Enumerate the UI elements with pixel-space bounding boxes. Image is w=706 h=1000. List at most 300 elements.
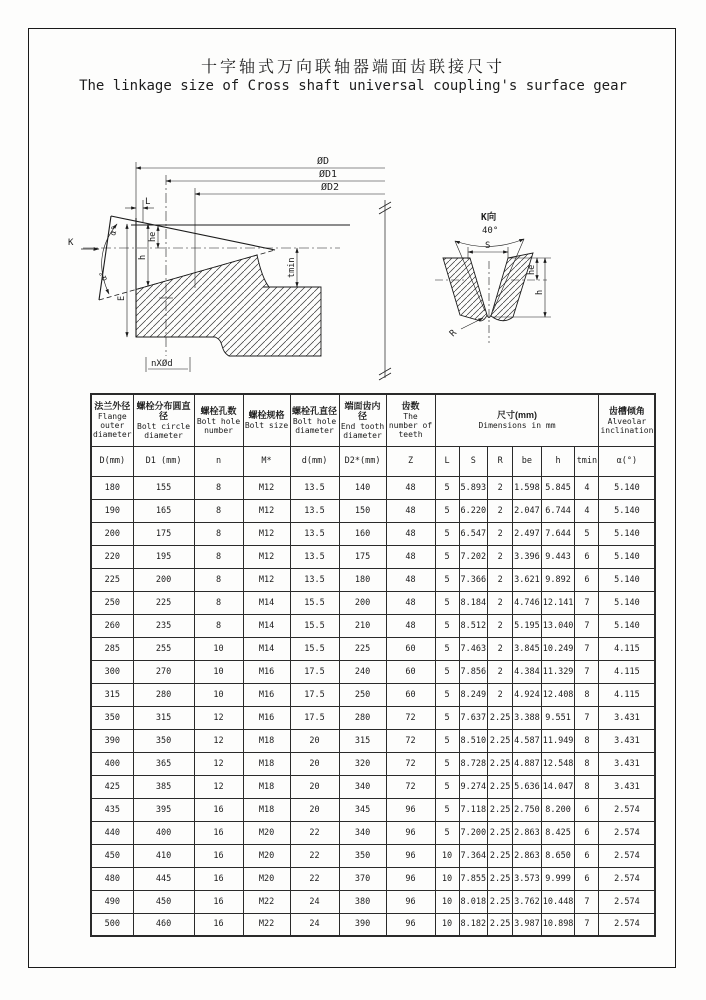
table-cell: 4.587: [513, 729, 542, 752]
table-cell: 385: [133, 775, 194, 798]
table-cell: 8: [194, 614, 243, 637]
table-cell: 8.650: [541, 844, 575, 867]
table-cell: 20: [290, 775, 339, 798]
table-cell: M20: [243, 867, 290, 890]
table-cell: 5: [435, 476, 459, 499]
table-cell: 225: [133, 591, 194, 614]
table-cell: 12.141: [541, 591, 575, 614]
table-cell: 160: [339, 522, 386, 545]
table-cell: 7.366: [459, 568, 488, 591]
table-cell: 435: [91, 798, 133, 821]
subheader-row: [91, 446, 655, 476]
table-cell: 400: [133, 821, 194, 844]
subheader-r: R: [488, 446, 513, 476]
table-cell: 5: [435, 637, 459, 660]
table-cell: 17.5: [290, 683, 339, 706]
table-cell: 6.220: [459, 499, 488, 522]
table-cell: 7.856: [459, 660, 488, 683]
view-k-title: K向: [481, 212, 497, 223]
table-cell: 7: [575, 890, 599, 913]
table-cell: 5.636: [513, 775, 542, 798]
table-cell: M14: [243, 614, 290, 637]
header-bolt-hole-diameter: 螺栓孔直径 Bolt hole diameter: [290, 394, 339, 446]
subheader-h: h: [541, 446, 575, 476]
table-cell: 16: [194, 798, 243, 821]
table-cell: 5.140: [599, 499, 655, 522]
table-cell: 315: [133, 706, 194, 729]
table-cell: 6: [575, 821, 599, 844]
table-cell: 7.200: [459, 821, 488, 844]
spec-table: [90, 393, 656, 937]
table-row: [91, 775, 655, 798]
table-cell: 440: [91, 821, 133, 844]
view-k-label: K: [68, 238, 74, 248]
table-row: [91, 683, 655, 706]
table-cell: 3.396: [513, 545, 542, 568]
table-cell: 11.329: [541, 660, 575, 683]
table-cell: 2: [488, 545, 513, 568]
table-cell: 6: [575, 844, 599, 867]
table-row: [91, 591, 655, 614]
dim-s-label: S: [485, 241, 491, 251]
header-number-of-teeth: 齿数 The number of teeth: [386, 394, 435, 446]
table-cell: 5.140: [599, 545, 655, 568]
table-cell: 8: [194, 476, 243, 499]
table-cell: 17.5: [290, 706, 339, 729]
table-cell: 22: [290, 867, 339, 890]
table-cell: 96: [386, 890, 435, 913]
table-cell: 10.249: [541, 637, 575, 660]
dim-h-label: h: [535, 289, 545, 295]
table-cell: 210: [339, 614, 386, 637]
header-end-tooth-diameter: 端面齿内径 End tooth diameter: [339, 394, 386, 446]
table-cell: 2.574: [599, 867, 655, 890]
table-cell: 48: [386, 568, 435, 591]
table-cell: 10: [435, 913, 459, 936]
table-cell: 4: [575, 476, 599, 499]
table-cell: 400: [91, 752, 133, 775]
table-cell: 7.644: [541, 522, 575, 545]
table-cell: 9.999: [541, 867, 575, 890]
table-cell: 7.855: [459, 867, 488, 890]
table-cell: 225: [91, 568, 133, 591]
table-cell: 60: [386, 637, 435, 660]
table-cell: 220: [91, 545, 133, 568]
table-cell: 2: [488, 637, 513, 660]
table-cell: M16: [243, 706, 290, 729]
table-cell: 4.384: [513, 660, 542, 683]
table-row: [91, 614, 655, 637]
table-cell: 1.598: [513, 476, 542, 499]
table-cell: 13.5: [290, 499, 339, 522]
table-cell: 490: [91, 890, 133, 913]
table-cell: 5.140: [599, 522, 655, 545]
table-cell: 8.728: [459, 752, 488, 775]
table-cell: 240: [339, 660, 386, 683]
table-cell: 3.845: [513, 637, 542, 660]
table-cell: 3.987: [513, 913, 542, 936]
table-cell: M12: [243, 568, 290, 591]
table-cell: 280: [133, 683, 194, 706]
table-cell: 16: [194, 821, 243, 844]
table-cell: 5: [435, 568, 459, 591]
table-cell: 250: [339, 683, 386, 706]
table-cell: 285: [91, 637, 133, 660]
table-cell: 5.140: [599, 614, 655, 637]
dim-e-label: E: [117, 295, 127, 301]
table-cell: 150: [339, 499, 386, 522]
table-cell: 9.551: [541, 706, 575, 729]
table-cell: 340: [339, 775, 386, 798]
table-cell: 7: [575, 637, 599, 660]
table-cell: 60: [386, 660, 435, 683]
table-cell: 6: [575, 545, 599, 568]
dim-he-label: he: [527, 264, 537, 275]
table-row: [91, 729, 655, 752]
dim-alpha-bottom-label: α°: [97, 270, 109, 282]
table-cell: 3.762: [513, 890, 542, 913]
table-cell: 270: [133, 660, 194, 683]
table-cell: 2: [488, 660, 513, 683]
table-cell: 340: [339, 821, 386, 844]
table-cell: 15.5: [290, 637, 339, 660]
table-cell: 315: [91, 683, 133, 706]
table-cell: 445: [133, 867, 194, 890]
table-cell: 410: [133, 844, 194, 867]
table-cell: 200: [133, 568, 194, 591]
table-cell: 7.118: [459, 798, 488, 821]
table-cell: M12: [243, 545, 290, 568]
table-cell: 2.574: [599, 844, 655, 867]
table-row: [91, 637, 655, 660]
table-cell: 3.431: [599, 752, 655, 775]
table-cell: 5: [435, 499, 459, 522]
table-cell: 24: [290, 913, 339, 936]
table-cell: 10: [435, 867, 459, 890]
table-cell: 5: [435, 706, 459, 729]
table-cell: 10.898: [541, 913, 575, 936]
table-cell: M16: [243, 683, 290, 706]
table-cell: 3.431: [599, 775, 655, 798]
page-title-en: The linkage size of Cross shaft universal coupling's surface gear: [79, 78, 627, 94]
table-cell: 390: [91, 729, 133, 752]
subheader-alpha: α(°): [599, 446, 655, 476]
table-cell: 72: [386, 752, 435, 775]
table-cell: 4.115: [599, 660, 655, 683]
table-row: [91, 798, 655, 821]
dim-l-label: L: [145, 197, 151, 207]
table-cell: 10: [194, 683, 243, 706]
table-row: [91, 752, 655, 775]
table-cell: 5: [435, 752, 459, 775]
table-cell: 2.25: [488, 867, 513, 890]
table-cell: 9.443: [541, 545, 575, 568]
table-cell: 2: [488, 499, 513, 522]
table-cell: 72: [386, 729, 435, 752]
table-row: [91, 545, 655, 568]
table-cell: 9.274: [459, 775, 488, 798]
table-cell: 450: [91, 844, 133, 867]
table-cell: M16: [243, 660, 290, 683]
subheader-tmin: tmin: [575, 446, 599, 476]
table-cell: 225: [339, 637, 386, 660]
table-cell: 7: [575, 660, 599, 683]
table-cell: 8.512: [459, 614, 488, 637]
table-cell: 5: [435, 775, 459, 798]
table-cell: M14: [243, 637, 290, 660]
table-cell: 450: [133, 890, 194, 913]
table-cell: 10: [194, 637, 243, 660]
table-cell: 7: [575, 706, 599, 729]
table-cell: 13.5: [290, 522, 339, 545]
angle-40-label: 40°: [482, 226, 499, 236]
table-cell: M18: [243, 798, 290, 821]
table-cell: 2.25: [488, 821, 513, 844]
table-cell: 5: [435, 821, 459, 844]
table-cell: 2.047: [513, 499, 542, 522]
table-cell: 2.25: [488, 706, 513, 729]
table-cell: 8: [575, 775, 599, 798]
table-cell: 140: [339, 476, 386, 499]
subheader-d1: D1 (mm): [133, 446, 194, 476]
table-cell: 2.574: [599, 890, 655, 913]
table-cell: 20: [290, 798, 339, 821]
header-alveolar-inclination: 齿槽倾角 Alveolar inclination: [599, 394, 655, 446]
table-cell: 2.863: [513, 821, 542, 844]
subheader-n: n: [194, 446, 243, 476]
table-row: [91, 821, 655, 844]
subheader-d2: D2*(mm): [339, 446, 386, 476]
table-cell: 16: [194, 867, 243, 890]
table-cell: 2: [488, 568, 513, 591]
header-bolt-circle-diameter: 螺栓分布圆直径 Bolt circle diameter: [133, 394, 194, 446]
table-cell: 7.463: [459, 637, 488, 660]
table-cell: 2: [488, 614, 513, 637]
table-cell: 2.25: [488, 729, 513, 752]
table-cell: 370: [339, 867, 386, 890]
table-cell: M12: [243, 522, 290, 545]
table-cell: 6: [575, 568, 599, 591]
table-cell: 8: [575, 752, 599, 775]
table-cell: 5: [435, 545, 459, 568]
table-cell: M20: [243, 821, 290, 844]
subheader-d-small: d(mm): [290, 446, 339, 476]
table-cell: 6: [575, 867, 599, 890]
table-cell: 5: [435, 683, 459, 706]
table-cell: 235: [133, 614, 194, 637]
table-cell: 195: [133, 545, 194, 568]
table-row: [91, 568, 655, 591]
table-cell: 5.845: [541, 476, 575, 499]
table-cell: 2.574: [599, 798, 655, 821]
table-row: [91, 913, 655, 936]
table-cell: 155: [133, 476, 194, 499]
table-cell: 5: [435, 660, 459, 683]
table-cell: 500: [91, 913, 133, 936]
table-row: [91, 706, 655, 729]
table-cell: 12.408: [541, 683, 575, 706]
table-cell: 8: [194, 568, 243, 591]
table-cell: 320: [339, 752, 386, 775]
table-cell: 3.388: [513, 706, 542, 729]
table-cell: 5.893: [459, 476, 488, 499]
table-cell: 2: [488, 591, 513, 614]
page-title-zh: 十字轴式万向联轴器端面齿联接尺寸: [200, 59, 505, 76]
table-cell: 9.892: [541, 568, 575, 591]
header-group-row: [91, 394, 655, 446]
table-cell: 175: [133, 522, 194, 545]
table-cell: M18: [243, 729, 290, 752]
table-cell: 4.115: [599, 637, 655, 660]
table-cell: 10: [194, 660, 243, 683]
table-cell: 60: [386, 683, 435, 706]
table-cell: 96: [386, 821, 435, 844]
table-cell: 425: [91, 775, 133, 798]
table-cell: 12: [194, 775, 243, 798]
table-cell: 48: [386, 591, 435, 614]
table-cell: 3.573: [513, 867, 542, 890]
dim-he-label: he: [148, 231, 158, 242]
table-cell: 8: [194, 591, 243, 614]
table-cell: 13.040: [541, 614, 575, 637]
table-cell: 10: [435, 890, 459, 913]
table-cell: 8: [194, 545, 243, 568]
subheader-m: M*: [243, 446, 290, 476]
table-cell: 3.621: [513, 568, 542, 591]
subheader-z: Z: [386, 446, 435, 476]
table-cell: 2.574: [599, 913, 655, 936]
table-cell: 12: [194, 752, 243, 775]
table-cell: 20: [290, 729, 339, 752]
table-cell: 345: [339, 798, 386, 821]
table-cell: 200: [339, 591, 386, 614]
table-cell: 190: [91, 499, 133, 522]
table-cell: 5: [435, 729, 459, 752]
table-cell: 4.115: [599, 683, 655, 706]
table-cell: 5: [575, 522, 599, 545]
flange-section-drawing: [55, 138, 395, 390]
table-cell: 5.195: [513, 614, 542, 637]
table-cell: 8.184: [459, 591, 488, 614]
table-cell: 96: [386, 844, 435, 867]
table-cell: 4.746: [513, 591, 542, 614]
table-cell: 48: [386, 499, 435, 522]
table-cell: 11.949: [541, 729, 575, 752]
right-tooth-hatch: [491, 253, 533, 321]
table-cell: 12.548: [541, 752, 575, 775]
table-cell: 2.25: [488, 913, 513, 936]
table-cell: 6.547: [459, 522, 488, 545]
table-cell: 15.5: [290, 614, 339, 637]
subheader-be: be: [513, 446, 542, 476]
table-cell: 4: [575, 499, 599, 522]
table-cell: 380: [339, 890, 386, 913]
table-cell: 300: [91, 660, 133, 683]
header-dimensions: 尺寸(mm) Dimensions in mm: [435, 394, 599, 446]
table-cell: 2: [488, 522, 513, 545]
dim-od2-label: ØD2: [321, 182, 340, 193]
table-cell: 48: [386, 522, 435, 545]
table-cell: 12: [194, 729, 243, 752]
subheader-d: D(mm): [91, 446, 133, 476]
table-cell: 2: [488, 476, 513, 499]
table-cell: 350: [339, 844, 386, 867]
table-cell: 5.140: [599, 591, 655, 614]
table-cell: 2.497: [513, 522, 542, 545]
table-cell: 2.25: [488, 752, 513, 775]
table-cell: 7: [575, 614, 599, 637]
table-cell: 8.018: [459, 890, 488, 913]
table-cell: 16: [194, 890, 243, 913]
table-cell: 8.510: [459, 729, 488, 752]
table-cell: 5: [435, 522, 459, 545]
table-cell: 255: [133, 637, 194, 660]
table-cell: 365: [133, 752, 194, 775]
table-cell: 96: [386, 867, 435, 890]
table-cell: M14: [243, 591, 290, 614]
table-cell: 10.448: [541, 890, 575, 913]
table-cell: 180: [339, 568, 386, 591]
table-cell: 7: [575, 913, 599, 936]
dim-tmin-label: tmin: [287, 257, 297, 278]
table-cell: 280: [339, 706, 386, 729]
table-cell: 175: [339, 545, 386, 568]
table-cell: M12: [243, 499, 290, 522]
table-cell: 250: [91, 591, 133, 614]
table-cell: 22: [290, 844, 339, 867]
table-row: [91, 844, 655, 867]
table-cell: 5: [435, 614, 459, 637]
table-cell: M18: [243, 752, 290, 775]
table-cell: 395: [133, 798, 194, 821]
table-cell: 8.182: [459, 913, 488, 936]
table-cell: 180: [91, 476, 133, 499]
dim-od-label: ØD: [317, 156, 330, 167]
table-cell: 5.140: [599, 568, 655, 591]
table-cell: 2: [488, 683, 513, 706]
table-cell: 14.047: [541, 775, 575, 798]
table-cell: 13.5: [290, 545, 339, 568]
table-cell: 4.924: [513, 683, 542, 706]
left-tooth-hatch: [443, 258, 487, 321]
table-cell: 8: [575, 683, 599, 706]
spec-table-body: [91, 476, 655, 936]
header-bolt-hole-number: 螺栓孔数 Bolt hole number: [194, 394, 243, 446]
table-row: [91, 476, 655, 499]
table-cell: 260: [91, 614, 133, 637]
table-cell: 8: [194, 499, 243, 522]
table-cell: 24: [290, 890, 339, 913]
table-cell: 6: [575, 798, 599, 821]
table-cell: 7.637: [459, 706, 488, 729]
table-cell: 8: [194, 522, 243, 545]
table-cell: 2.25: [488, 775, 513, 798]
table-cell: 2.25: [488, 844, 513, 867]
table-cell: 2.574: [599, 821, 655, 844]
table-cell: M12: [243, 476, 290, 499]
table-cell: M18: [243, 775, 290, 798]
table-cell: 72: [386, 706, 435, 729]
table-row: [91, 867, 655, 890]
table-cell: M22: [243, 890, 290, 913]
table-cell: 390: [339, 913, 386, 936]
table-cell: 12: [194, 706, 243, 729]
table-cell: 13.5: [290, 476, 339, 499]
dim-r-label: R: [448, 328, 459, 340]
table-cell: 8.249: [459, 683, 488, 706]
table-cell: 4.887: [513, 752, 542, 775]
table-row: [91, 522, 655, 545]
